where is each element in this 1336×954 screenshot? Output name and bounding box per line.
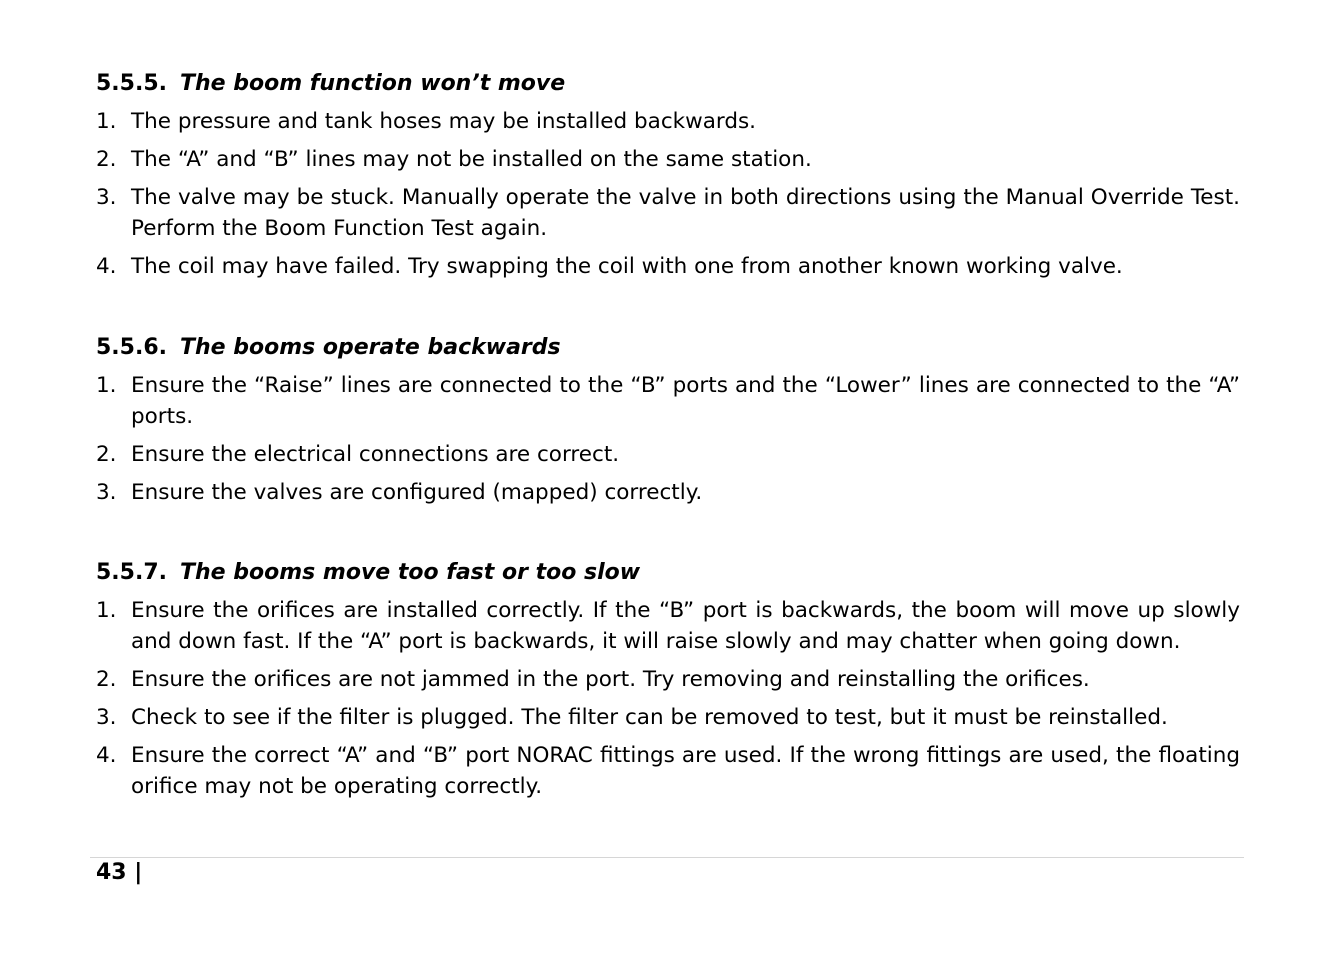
list-item-number: 4. (96, 254, 117, 279)
list-item-number: 3. (96, 480, 117, 505)
section-5-5-7 (96, 559, 1240, 802)
list-item (96, 477, 1240, 508)
section-number: 5.5.6. (96, 335, 167, 360)
list-item-number: 1. (96, 109, 117, 134)
list-item-number: 4. (96, 743, 117, 768)
section-title: The booms move too fast or too slow (180, 560, 641, 585)
section-title: The booms operate backwards (180, 335, 561, 360)
troubleshooting-list (96, 595, 1240, 802)
list-item-text: Ensure the electrical connections are correct. (131, 442, 620, 467)
list-item-text: Ensure the orifices are not jammed in the port. Try removing and reinstalling the orifices. (131, 667, 1090, 692)
list-item-text: The coil may have failed. Try swapping the coil with one from another known working valve. (131, 254, 1123, 279)
list-item (96, 595, 1240, 657)
list-item (96, 740, 1240, 802)
section-5-5-5 (96, 70, 1240, 282)
page-number: 43 | (96, 860, 143, 885)
list-item (96, 370, 1240, 432)
section-heading (96, 70, 1240, 98)
section-5-5-6 (96, 334, 1240, 508)
list-item (96, 702, 1240, 733)
list-item (96, 439, 1240, 470)
list-item (96, 106, 1240, 137)
list-item-text: Ensure the valves are configured (mapped) correctly. (131, 480, 703, 505)
list-item-number: 3. (96, 705, 117, 730)
list-item-number: 1. (96, 598, 117, 623)
footer-divider (90, 857, 1244, 858)
section-title: The boom function won’t move (180, 71, 566, 96)
section-number: 5.5.7. (96, 560, 167, 585)
list-item (96, 182, 1240, 244)
list-item-text: Ensure the “Raise” lines are connected to the “B” ports and the “Lower” lines are connected to the “A” ports. (131, 373, 1240, 429)
list-item (96, 664, 1240, 695)
list-item-number: 3. (96, 185, 117, 210)
list-item (96, 251, 1240, 282)
list-item-text: Ensure the correct “A” and “B” port NORAC fittings are used. If the wrong fittings are used, the floating orifice may not be operating correctly. (131, 743, 1240, 799)
list-item-text: Check to see if the filter is plugged. The filter can be removed to test, but it must be reinstalled. (131, 705, 1168, 730)
list-item-number: 2. (96, 147, 117, 172)
list-item-text: The valve may be stuck. Manually operate the valve in both directions using the Manual Override Test. Perform the Boom Function Test again. (131, 185, 1240, 241)
section-number: 5.5.5. (96, 71, 167, 96)
list-item-text: The “A” and “B” lines may not be installed on the same station. (131, 147, 812, 172)
list-item (96, 144, 1240, 175)
troubleshooting-list (96, 370, 1240, 508)
list-item-number: 2. (96, 442, 117, 467)
section-heading (96, 559, 1240, 587)
list-item-text: Ensure the orifices are installed correctly. If the “B” port is backwards, the boom will move up slowly and down fast. If the “A” port is backwards, it will raise slowly and may chatter when going down. (131, 598, 1240, 654)
list-item-number: 2. (96, 667, 117, 692)
troubleshooting-list (96, 106, 1240, 282)
list-item-number: 1. (96, 373, 117, 398)
list-item-text: The pressure and tank hoses may be installed backwards. (131, 109, 757, 134)
section-heading (96, 334, 1240, 362)
